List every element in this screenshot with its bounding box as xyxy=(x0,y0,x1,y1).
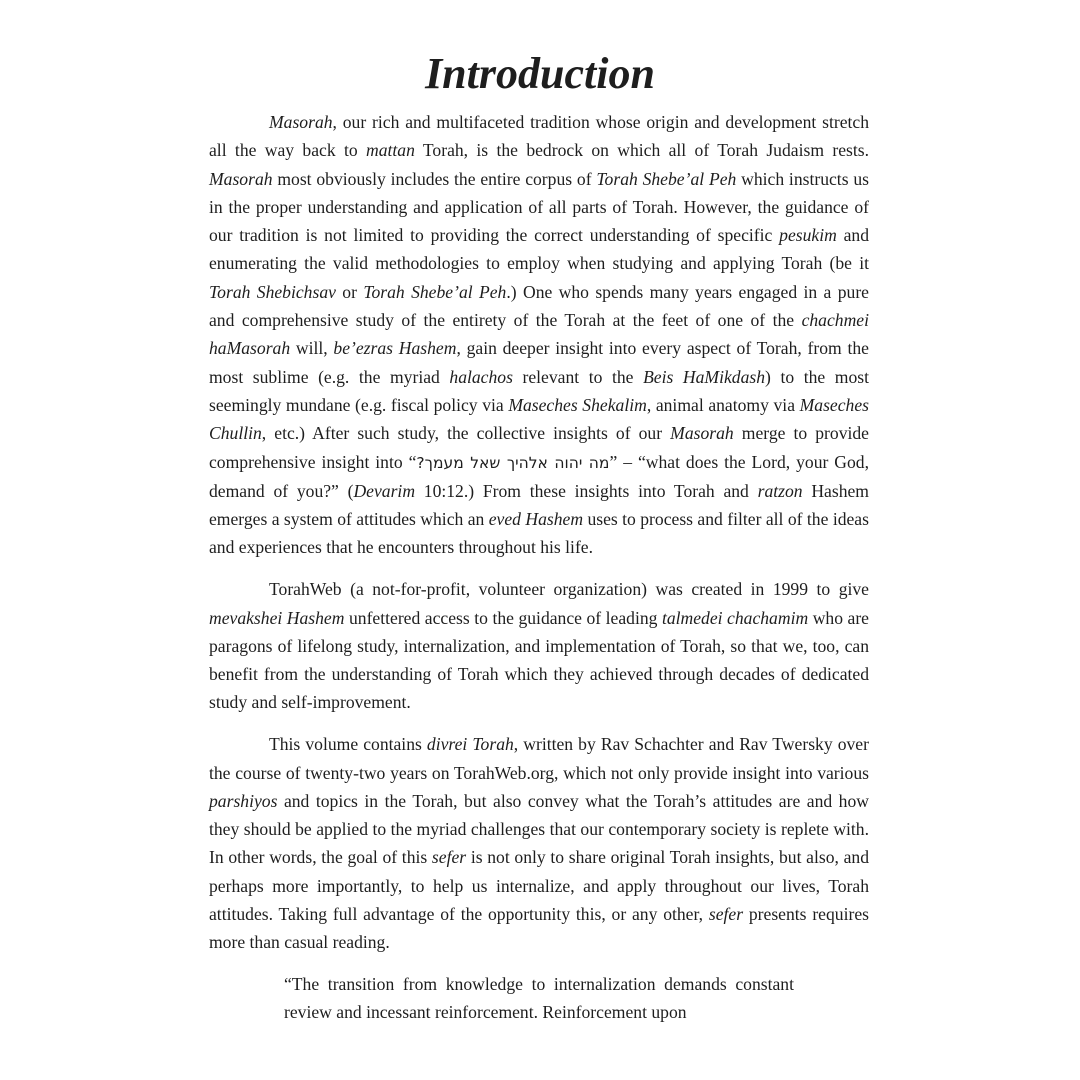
text-run: ) to the most seemingly mundane (e.g. fiscal policy via xyxy=(209,366,870,415)
text-run: , written by Rav Schachter and Rav Twersky over the course of twenty-two years on TorahWeb.org, which not only provide insight into various xyxy=(209,734,869,783)
text-run: unfettered access to the guidance of leading xyxy=(344,607,662,628)
italic-term: sefer xyxy=(708,904,744,925)
text-run: uses to process and filter all of the ideas and experiences that he encounters throughout his life. xyxy=(209,509,869,558)
body-text xyxy=(209,108,869,1027)
text-run: is not only to share original Torah insights, but also, and perhaps more importantly, to help us internalize, and apply throughout our lives, Torah attitudes. Taking full advantage of the opportunity this, or any other, xyxy=(209,847,870,925)
italic-term: Masorah xyxy=(670,423,734,444)
paragraph-torahweb xyxy=(209,575,869,716)
italic-term: Maseches Chullin xyxy=(209,394,869,444)
paragraph-this-volume xyxy=(209,730,869,956)
italic-term: Torah Shebe’al Peh xyxy=(596,168,737,189)
italic-term: Beis HaMikdash xyxy=(643,366,766,387)
text-run: This volume contains xyxy=(269,734,427,755)
italic-term: divrei Torah xyxy=(426,734,514,755)
italic-term: pesukim xyxy=(779,225,837,246)
text-run: presents requires more than casual reading. xyxy=(209,904,869,953)
text-run: most obviously includes the entire corpus of xyxy=(272,168,597,189)
text-run: and enumerating the valid methodologies to employ when studying and applying Torah (be it xyxy=(209,225,869,274)
block-quote: “The transition from knowledge to internalization demands constant review and incessant reinforcement. Reinforcement upon xyxy=(284,974,794,1023)
text-run: , animal anatomy via xyxy=(646,394,800,415)
text-run: 10:12.) From these insights into Torah and xyxy=(415,480,758,501)
italic-term: Devarim xyxy=(353,480,416,501)
italic-term: parshiyos xyxy=(209,790,278,811)
italic-term: mevakshei Hashem xyxy=(209,607,345,628)
italic-term: eved Hashem xyxy=(488,509,584,530)
text-run: , our rich and multifaceted tradition whose origin and development stretch all the way back to xyxy=(209,112,869,161)
paragraph-masorah xyxy=(209,108,869,562)
italic-term: mattan xyxy=(366,140,415,161)
text-run: which instructs us in the proper understanding and application of all parts of Torah. However, the guidance of our tradition is not limited to providing the correct understanding of specific xyxy=(209,168,869,246)
italic-term: Masorah xyxy=(209,168,273,189)
text-run: will, xyxy=(290,338,334,359)
text-run: TorahWeb (a not-for-profit, volunteer organization) was created in 1999 to give xyxy=(269,579,869,600)
text-run: or xyxy=(335,281,364,302)
text-run: ” – “what does the Lord, your God, demand of you?” ( xyxy=(209,451,869,501)
text-run: Torah, is the bedrock on which all of Torah Judaism rests. xyxy=(414,140,869,161)
italic-term: talmedei chachamim xyxy=(661,607,809,628)
italic-term: Torah Shebe’al Peh xyxy=(363,281,507,302)
hebrew-quote: מה יהוה אלהיך שאל מעמך? xyxy=(416,453,610,472)
text-run: , gain deeper insight into every aspect of Torah, from the most sublime (e.g. the myriad xyxy=(209,338,869,387)
italic-term: Maseches Shekalim xyxy=(508,394,647,415)
text-run: who are paragons of lifelong study, internalization, and implementation of Torah, so that we, too, can benefit from the understanding of Torah which they achieved through decades of dedicated study and self-improvement. xyxy=(209,607,869,713)
italic-term: sefer xyxy=(431,847,467,868)
italic-term: be’ezras Hashem xyxy=(333,338,457,359)
text-run: relevant to the xyxy=(512,366,644,387)
italic-term: chachmei haMasorah xyxy=(209,310,869,359)
italic-term: halachos xyxy=(449,366,513,387)
page-title: Introduction xyxy=(425,49,655,98)
text-run: .) One who spends many years engaged in a pure and comprehensive study of the entirety of the Torah at the feet of one of the xyxy=(209,281,869,331)
italic-term: ratzon xyxy=(757,480,803,501)
text-run: merge to provide comprehensive insight into “ xyxy=(209,423,869,472)
italic-term: Torah Shebichsav xyxy=(209,281,336,302)
text-run: , etc.) After such study, the collective insights of our xyxy=(261,423,671,444)
text-run: Hashem emerges a system of attitudes which an xyxy=(209,480,869,530)
text-run: and topics in the Torah, but also convey what the Torah’s attitudes are and how they should be applied to the myriad challenges that our contemporary society is replete with. In other words, the goal of this xyxy=(209,790,869,868)
italic-term: Masorah xyxy=(269,112,333,132)
